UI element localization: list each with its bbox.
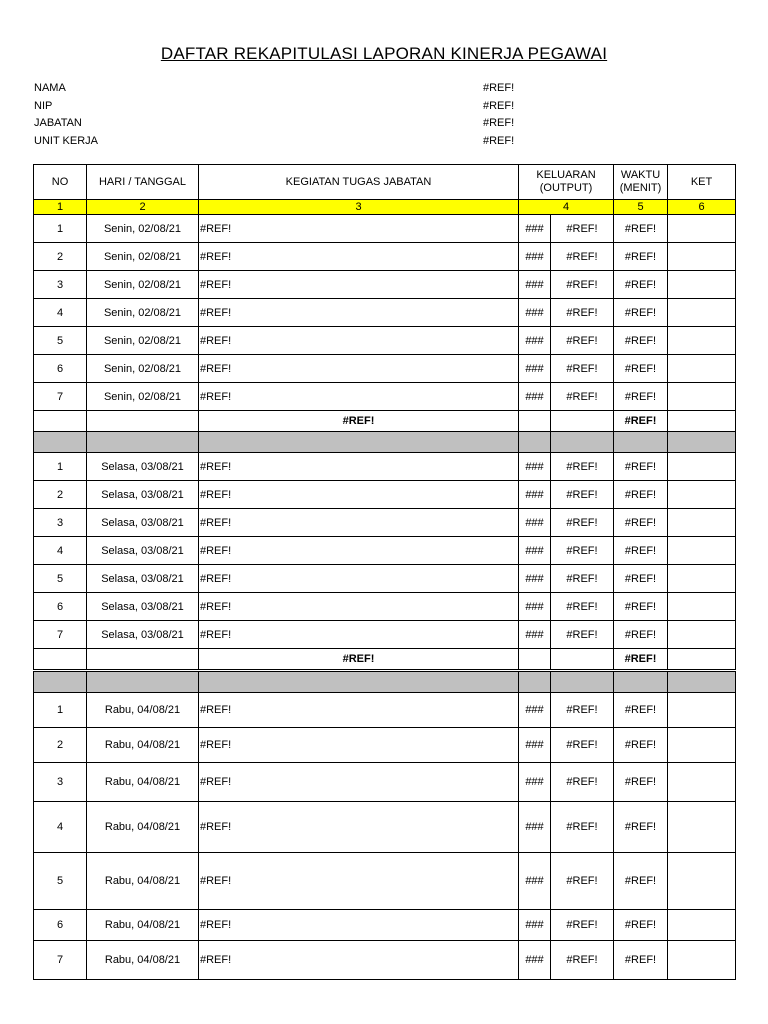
- table-row: [34, 910, 736, 941]
- column-number: 5: [614, 200, 668, 215]
- header-activity: KEGIATAN TUGAS JABATAN: [199, 165, 519, 200]
- row-number: 2: [34, 481, 87, 509]
- row-output-unit: #REF!: [551, 593, 614, 621]
- row-output-unit: #REF!: [551, 453, 614, 481]
- column-number: 1: [34, 200, 87, 215]
- info-label: JABATAN: [34, 117, 82, 129]
- summary-time: #REF!: [614, 411, 668, 432]
- row-activity: #REF!: [199, 537, 519, 565]
- table-row: [34, 537, 736, 565]
- table-row: [34, 509, 736, 537]
- row-time: #REF!: [614, 271, 668, 299]
- row-output-qty: ###: [519, 728, 551, 763]
- row-date: Rabu, 04/08/21: [87, 853, 199, 910]
- row-activity: #REF!: [199, 355, 519, 383]
- row-output-unit: #REF!: [551, 327, 614, 355]
- table-row: [34, 481, 736, 509]
- row-output-qty: ###: [519, 453, 551, 481]
- info-value: #REF!: [483, 99, 515, 112]
- row-output-unit: #REF!: [551, 941, 614, 980]
- row-date: Senin, 02/08/21: [87, 327, 199, 355]
- row-time: #REF!: [614, 509, 668, 537]
- summary-blank: [87, 649, 199, 671]
- summary-blank: [668, 411, 736, 432]
- row-note: [668, 537, 736, 565]
- header-time-line1: WAKTU: [620, 169, 661, 181]
- separator-cell: [614, 671, 668, 693]
- row-time: #REF!: [614, 481, 668, 509]
- row-output-unit: #REF!: [551, 693, 614, 728]
- row-number: 4: [34, 537, 87, 565]
- row-date: Selasa, 03/08/21: [87, 481, 199, 509]
- group-separator-row: [34, 432, 736, 453]
- row-output-unit: #REF!: [551, 509, 614, 537]
- row-number: 7: [34, 621, 87, 649]
- table-row: [34, 243, 736, 271]
- separator-cell: [668, 671, 736, 693]
- row-note: [668, 728, 736, 763]
- row-date: Rabu, 04/08/21: [87, 763, 199, 802]
- summary-blank: [551, 649, 614, 671]
- table-row: [34, 453, 736, 481]
- row-output-qty: ###: [519, 693, 551, 728]
- row-output-qty: ###: [519, 509, 551, 537]
- row-output-qty: ###: [519, 853, 551, 910]
- row-time: #REF!: [614, 802, 668, 853]
- row-activity: #REF!: [199, 327, 519, 355]
- row-time: #REF!: [614, 243, 668, 271]
- row-time: #REF!: [614, 565, 668, 593]
- row-note: [668, 621, 736, 649]
- row-output-unit: #REF!: [551, 243, 614, 271]
- column-number: 4: [519, 200, 614, 215]
- row-output-unit: #REF!: [551, 621, 614, 649]
- row-note: [668, 509, 736, 537]
- row-number: 6: [34, 593, 87, 621]
- row-output-qty: ###: [519, 355, 551, 383]
- row-output-unit: #REF!: [551, 355, 614, 383]
- row-output-unit: #REF!: [551, 910, 614, 941]
- row-note: [668, 355, 736, 383]
- row-activity: #REF!: [199, 383, 519, 411]
- group-summary-row: [34, 411, 736, 432]
- separator-cell: [34, 671, 87, 693]
- separator-cell: [614, 432, 668, 453]
- row-time: #REF!: [614, 693, 668, 728]
- header-output-line2: (OUTPUT): [539, 182, 593, 194]
- row-number: 3: [34, 509, 87, 537]
- row-number: 1: [34, 215, 87, 243]
- row-date: Senin, 02/08/21: [87, 299, 199, 327]
- table-row: [34, 728, 736, 763]
- summary-blank: [34, 649, 87, 671]
- row-activity: #REF!: [199, 481, 519, 509]
- separator-cell: [199, 432, 519, 453]
- row-output-qty: ###: [519, 621, 551, 649]
- row-time: #REF!: [614, 910, 668, 941]
- row-output-qty: ###: [519, 327, 551, 355]
- row-number: 2: [34, 728, 87, 763]
- row-number: 6: [34, 355, 87, 383]
- row-output-unit: #REF!: [551, 299, 614, 327]
- row-activity: #REF!: [199, 621, 519, 649]
- column-number-row: [34, 200, 736, 215]
- row-time: #REF!: [614, 728, 668, 763]
- row-date: Senin, 02/08/21: [87, 383, 199, 411]
- info-row-unit: [34, 133, 734, 151]
- header-output-line1: KELUARAN: [536, 169, 596, 181]
- row-output-qty: ###: [519, 215, 551, 243]
- summary-blank: [668, 649, 736, 671]
- row-number: 4: [34, 299, 87, 327]
- employee-info: [34, 80, 734, 150]
- info-label: UNIT KERJA: [34, 134, 98, 147]
- summary-activity: #REF!: [199, 649, 519, 671]
- table-row: [34, 941, 736, 980]
- row-note: [668, 910, 736, 941]
- row-time: #REF!: [614, 215, 668, 243]
- header-time-line2: (MENIT): [619, 182, 662, 194]
- row-date: Senin, 02/08/21: [87, 215, 199, 243]
- table-row: [34, 383, 736, 411]
- column-number: 3: [199, 200, 519, 215]
- row-date: Rabu, 04/08/21: [87, 802, 199, 853]
- page-title: DAFTAR REKAPITULASI LAPORAN KINERJA PEGAWAI: [160, 44, 608, 63]
- row-time: #REF!: [614, 299, 668, 327]
- row-output-qty: ###: [519, 763, 551, 802]
- row-activity: #REF!: [199, 802, 519, 853]
- group-summary-row: [34, 649, 736, 671]
- row-note: [668, 593, 736, 621]
- row-output-qty: ###: [519, 910, 551, 941]
- row-output-qty: ###: [519, 383, 551, 411]
- table-row: [34, 763, 736, 802]
- row-date: Senin, 02/08/21: [87, 243, 199, 271]
- summary-activity: #REF!: [199, 411, 519, 432]
- row-note: [668, 763, 736, 802]
- separator-cell: [199, 671, 519, 693]
- row-number: 5: [34, 565, 87, 593]
- row-time: #REF!: [614, 763, 668, 802]
- header-row: [34, 165, 736, 200]
- row-time: #REF!: [614, 453, 668, 481]
- header-note: KET: [668, 165, 736, 200]
- row-number: 5: [34, 853, 87, 910]
- row-number: 5: [34, 327, 87, 355]
- table-row: [34, 802, 736, 853]
- separator-cell: [519, 671, 551, 693]
- row-activity: #REF!: [199, 565, 519, 593]
- row-time: #REF!: [614, 621, 668, 649]
- row-date: Selasa, 03/08/21: [87, 453, 199, 481]
- summary-blank: [34, 411, 87, 432]
- row-output-qty: ###: [519, 941, 551, 980]
- table-row: [34, 355, 736, 383]
- row-note: [668, 215, 736, 243]
- row-time: #REF!: [614, 853, 668, 910]
- row-output-unit: #REF!: [551, 271, 614, 299]
- row-output-unit: #REF!: [551, 383, 614, 411]
- row-output-unit: #REF!: [551, 215, 614, 243]
- header-no: NO: [34, 165, 87, 200]
- row-time: #REF!: [614, 593, 668, 621]
- row-time: #REF!: [614, 383, 668, 411]
- summary-time: #REF!: [614, 649, 668, 671]
- table-row: [34, 853, 736, 910]
- row-time: #REF!: [614, 327, 668, 355]
- row-number: 7: [34, 941, 87, 980]
- row-note: [668, 693, 736, 728]
- row-activity: #REF!: [199, 853, 519, 910]
- row-number: 3: [34, 763, 87, 802]
- info-row-name: [34, 80, 734, 98]
- row-output-unit: #REF!: [551, 853, 614, 910]
- row-note: [668, 941, 736, 980]
- row-output-qty: ###: [519, 802, 551, 853]
- row-output-unit: #REF!: [551, 802, 614, 853]
- row-date: Senin, 02/08/21: [87, 271, 199, 299]
- separator-cell: [551, 671, 614, 693]
- info-label: NAMA: [34, 82, 66, 94]
- separator-cell: [668, 432, 736, 453]
- row-note: [668, 299, 736, 327]
- table-row: [34, 327, 736, 355]
- row-number: 1: [34, 693, 87, 728]
- row-output-qty: ###: [519, 537, 551, 565]
- row-activity: #REF!: [199, 728, 519, 763]
- summary-blank: [87, 411, 199, 432]
- separator-cell: [551, 432, 614, 453]
- row-note: [668, 453, 736, 481]
- summary-blank: [519, 649, 551, 671]
- row-activity: #REF!: [199, 693, 519, 728]
- row-activity: #REF!: [199, 910, 519, 941]
- header-time: [614, 165, 668, 200]
- row-note: [668, 327, 736, 355]
- row-number: 3: [34, 271, 87, 299]
- separator-cell: [519, 432, 551, 453]
- report-table: [33, 164, 736, 980]
- info-label: NIP: [34, 99, 53, 112]
- row-note: [668, 243, 736, 271]
- row-activity: #REF!: [199, 271, 519, 299]
- row-output-unit: #REF!: [551, 565, 614, 593]
- info-row-nip: [34, 98, 734, 116]
- row-date: Senin, 02/08/21: [87, 355, 199, 383]
- row-activity: #REF!: [199, 593, 519, 621]
- table-row: [34, 621, 736, 649]
- table-row: [34, 215, 736, 243]
- table-row: [34, 271, 736, 299]
- row-activity: #REF!: [199, 763, 519, 802]
- row-date: Selasa, 03/08/21: [87, 621, 199, 649]
- row-number: 6: [34, 910, 87, 941]
- row-date: Selasa, 03/08/21: [87, 509, 199, 537]
- row-output-qty: ###: [519, 271, 551, 299]
- row-number: 1: [34, 453, 87, 481]
- row-output-unit: #REF!: [551, 763, 614, 802]
- row-note: [668, 481, 736, 509]
- row-date: Rabu, 04/08/21: [87, 693, 199, 728]
- table-row: [34, 565, 736, 593]
- row-date: Rabu, 04/08/21: [87, 910, 199, 941]
- row-activity: #REF!: [199, 509, 519, 537]
- row-note: [668, 565, 736, 593]
- row-date: Rabu, 04/08/21: [87, 728, 199, 763]
- row-output-qty: ###: [519, 243, 551, 271]
- separator-cell: [87, 432, 199, 453]
- row-time: #REF!: [614, 941, 668, 980]
- row-date: Selasa, 03/08/21: [87, 593, 199, 621]
- separator-cell: [34, 432, 87, 453]
- header-output: [519, 165, 614, 200]
- row-output-qty: ###: [519, 565, 551, 593]
- row-date: Rabu, 04/08/21: [87, 941, 199, 980]
- row-time: #REF!: [614, 537, 668, 565]
- table-row: [34, 299, 736, 327]
- row-output-unit: #REF!: [551, 481, 614, 509]
- row-output-unit: #REF!: [551, 728, 614, 763]
- row-time: #REF!: [614, 355, 668, 383]
- separator-cell: [87, 671, 199, 693]
- row-note: [668, 383, 736, 411]
- row-activity: #REF!: [199, 941, 519, 980]
- row-activity: #REF!: [199, 243, 519, 271]
- row-activity: #REF!: [199, 453, 519, 481]
- row-date: Selasa, 03/08/21: [87, 565, 199, 593]
- summary-blank: [519, 411, 551, 432]
- info-value: #REF!: [483, 117, 515, 129]
- table-row: [34, 593, 736, 621]
- info-value: #REF!: [483, 82, 515, 94]
- info-row-position: [34, 115, 734, 133]
- row-number: 7: [34, 383, 87, 411]
- header-date: HARI / TANGGAL: [87, 165, 199, 200]
- row-number: 2: [34, 243, 87, 271]
- row-output-unit: #REF!: [551, 537, 614, 565]
- table-row: [34, 693, 736, 728]
- row-activity: #REF!: [199, 215, 519, 243]
- row-activity: #REF!: [199, 299, 519, 327]
- column-number: 2: [87, 200, 199, 215]
- row-note: [668, 271, 736, 299]
- row-output-qty: ###: [519, 299, 551, 327]
- row-note: [668, 853, 736, 910]
- column-number: 6: [668, 200, 736, 215]
- summary-blank: [551, 411, 614, 432]
- row-output-qty: ###: [519, 481, 551, 509]
- info-value: #REF!: [483, 134, 515, 147]
- row-output-qty: ###: [519, 593, 551, 621]
- row-note: [668, 802, 736, 853]
- row-number: 4: [34, 802, 87, 853]
- row-date: Selasa, 03/08/21: [87, 537, 199, 565]
- group-separator-row: [34, 671, 736, 693]
